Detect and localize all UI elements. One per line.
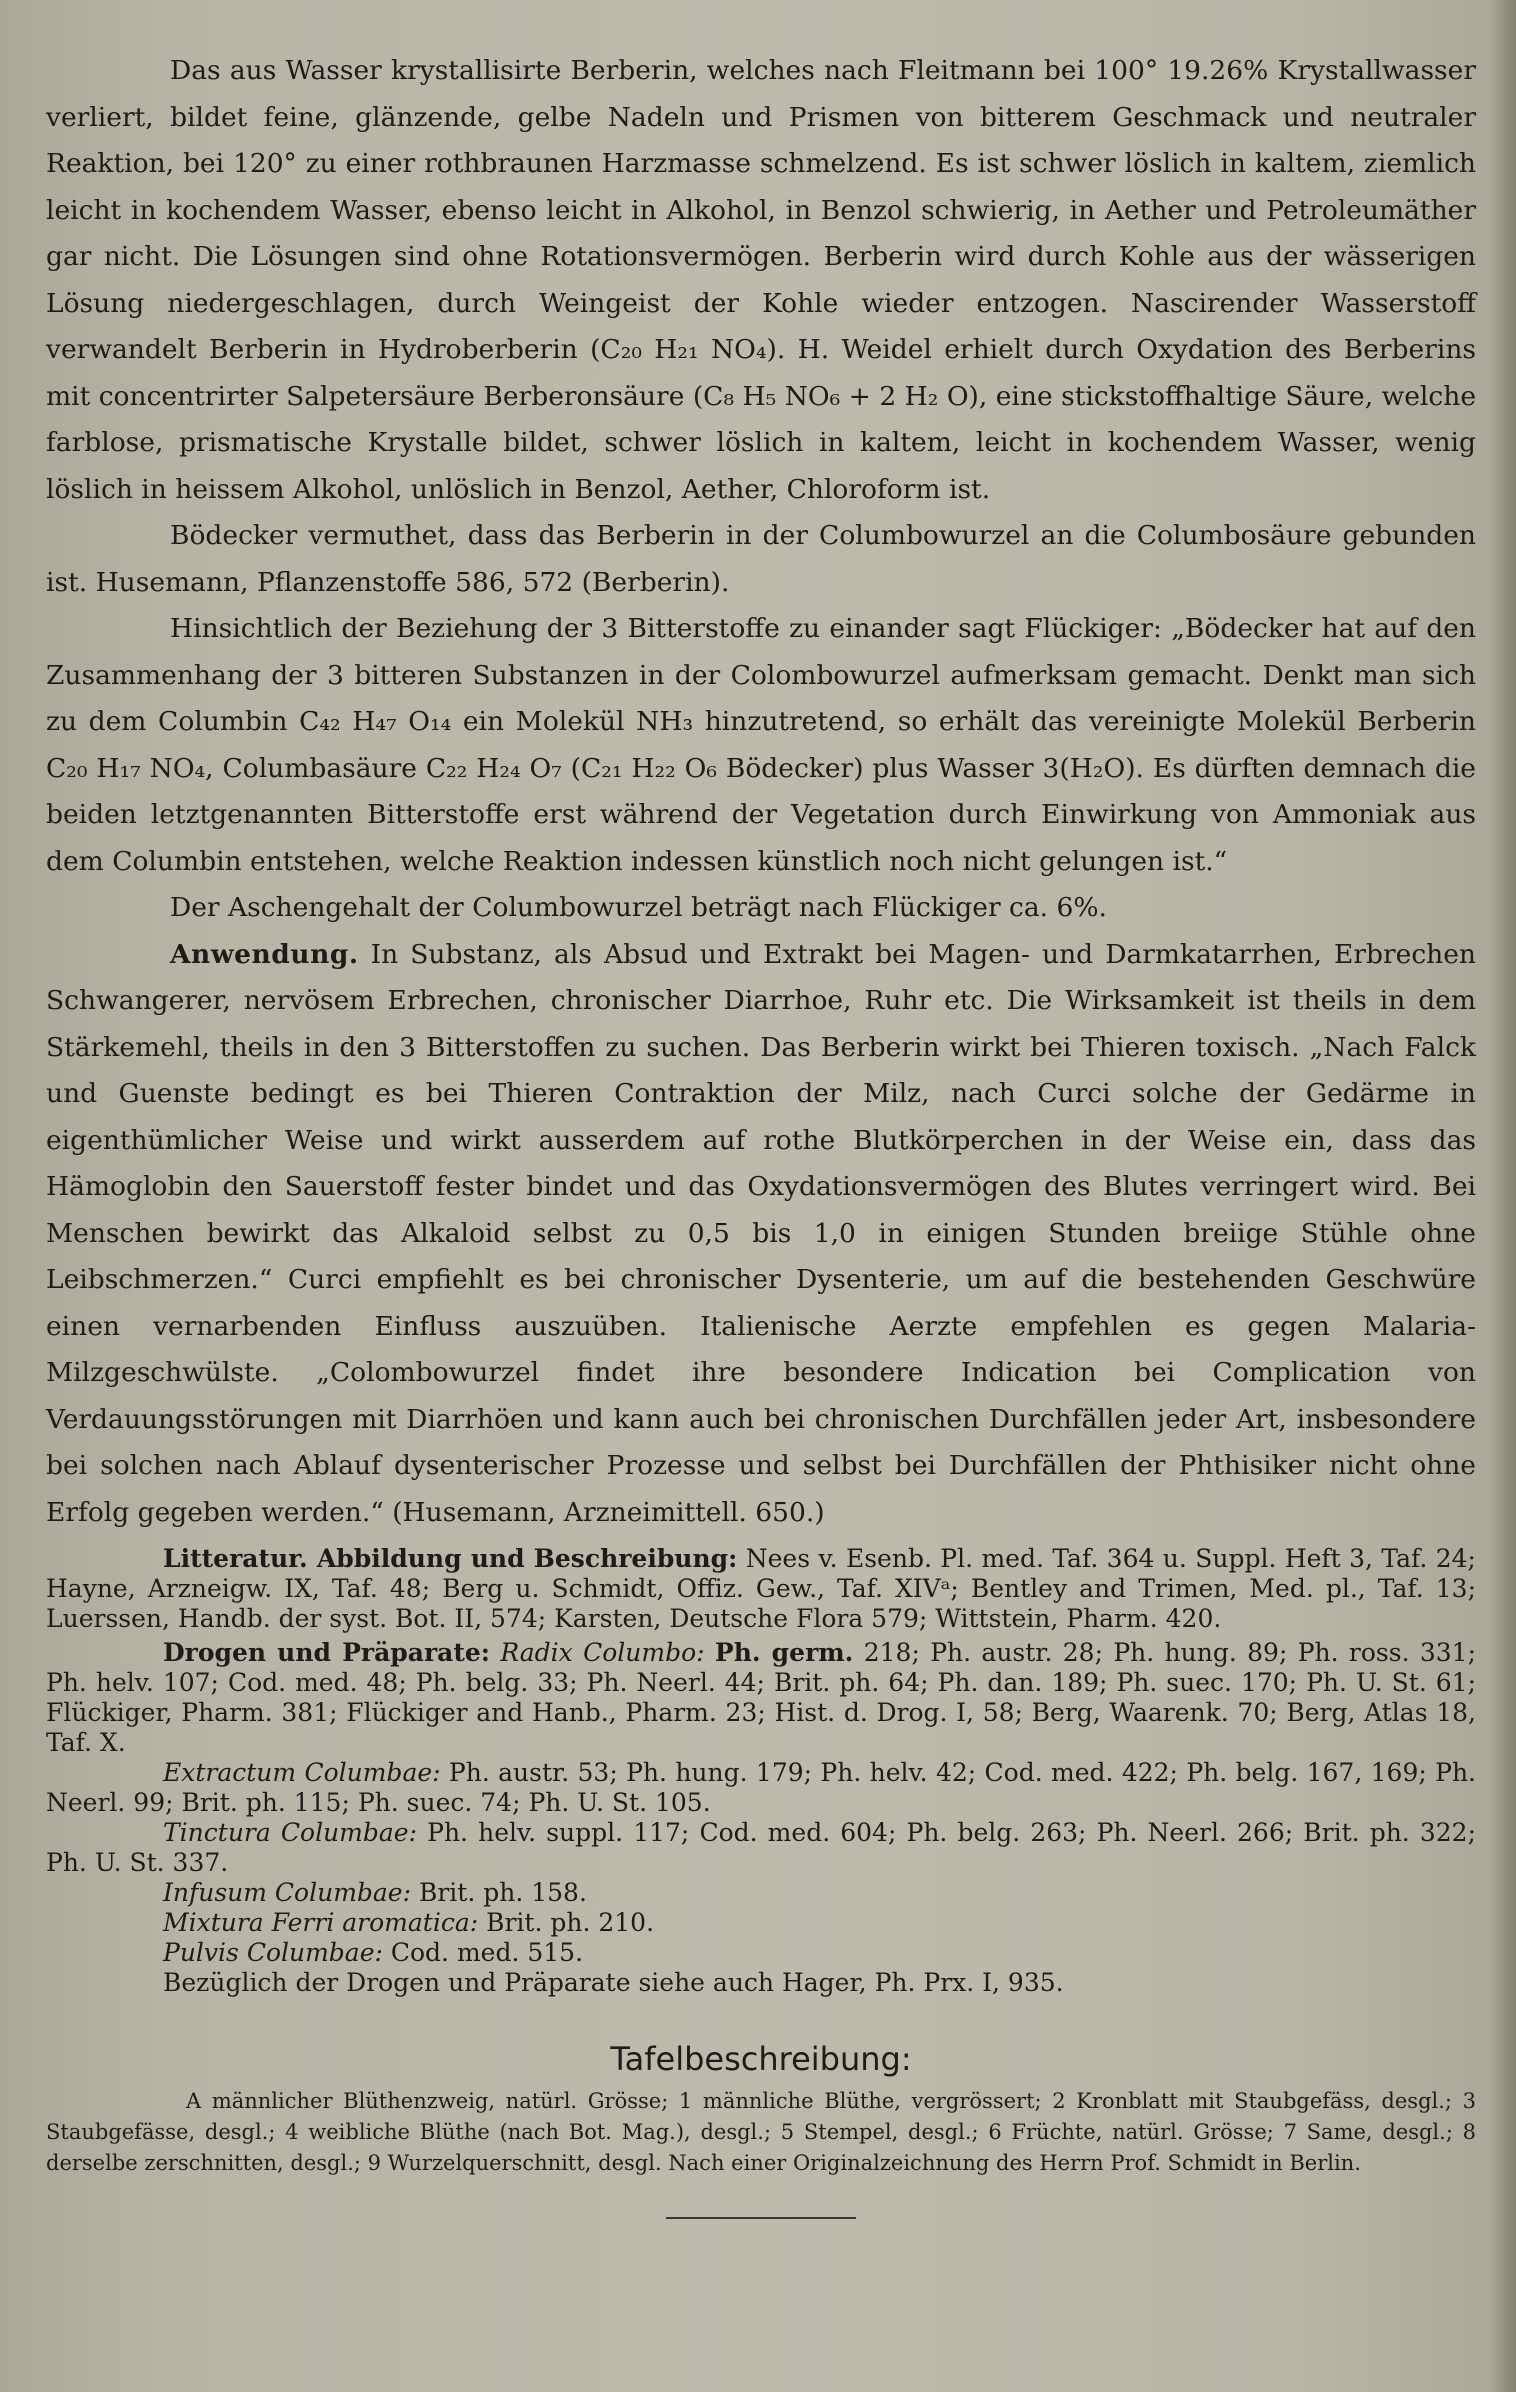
drogen-mixtura-entry: [46, 1908, 1476, 1938]
mixtura-text: Brit. ph. 210.: [486, 1908, 655, 1937]
anwendung-text: In Substanz, als Absud und Extrakt bei Magen- und Darmkatarrhen, Erbrechen Schwangerer, nervösem Erbrechen, chronischer Diarrhoe, Ruhr etc. Die Wirksamkeit ist theils in dem Stärkemehl, theils in den 3 Bitterstoffen zu suchen. Das Berberin wirkt bei Thieren toxisch. „Nach Falck und Guenste bedingt es bei Thieren Contraktion der Milz, nach Curci solche der Gedärme in eigenthümlicher Weise und wirkt ausserdem auf rothe Blutkörperchen in der Weise ein, dass das Hämoglobin den Sauerstoff fester bindet und das Oxydationsvermögen des Blutes verringert wird. Bei Menschen bewirkt das Alkaloid selbst zu 0,5 bis 1,0 in einigen Stunden breiige Stühle ohne Leibschmerzen.“ Curci empfiehlt es bei chronischer Dysenterie, um auf die bestehenden Geschwüre einen vernarbenden Einfluss auszuüben. Italienische Aerzte empfehlen es gegen Malaria-Milzgeschwülste. „Colombowurzel findet ihre besondere Indication bei Complication von Verdauungsstörungen mit Diarrhöen und kann auch bei chronischen Durchfällen jeder Art, insbesondere bei solchen nach Ablauf dysenterischer Prozesse und selbst bei Durchfällen der Phthisiker nicht ohne Erfolg gegeben werden.“ (Husemann, Arzneimittell. 650.): [46, 938, 1476, 1528]
infusum-text: Brit. ph. 158.: [418, 1878, 587, 1907]
drogen-extractum-entry: [46, 1758, 1476, 1818]
tafel-title: Tafelbeschreibung:: [610, 2040, 912, 2078]
anwendung-heading: Anwendung.: [170, 938, 359, 970]
literature-section: [46, 1544, 1476, 1634]
pulvis-text: Cod. med. 515.: [390, 1938, 584, 1967]
radix-germ: Ph. germ.: [714, 1638, 854, 1667]
radix-text: 218; Ph. austr. 28; Ph. hung. 89; Ph. ross. 331; Ph. helv. 107; Cod. med. 48; Ph. belg. 33; Ph. Neerl. 44; Brit. ph. 64; Ph. dan. 189; Ph. suec. 170; Ph. U. St. 61; Flückiger, Pharm. 381; Flückiger and Hanb., Pharm. 23; Hist. d. Drog. I, 58; Berg, Waarenk. 70; Berg, Atlas 18, Taf. X.: [46, 1638, 1476, 1757]
paragraph-aschengehalt: Der Aschengehalt der Columbowurzel beträgt nach Flückiger ca. 6%.: [170, 892, 1107, 923]
drogen-hager-entry: Bezüglich der Drogen und Präparate siehe auch Hager, Ph. Prx. I, 935.: [163, 1968, 1064, 1997]
tinctura-name: Tinctura Columbae:: [163, 1818, 417, 1847]
infusum-name: Infusum Columbae:: [163, 1878, 412, 1907]
tinctura-text: Ph. helv. suppl. 117; Cod. med. 604; Ph. belg. 263; Ph. Neerl. 266; Brit. ph. 322; Ph. U. St. 337.: [46, 1818, 1476, 1877]
drogen-pulvis-entry: [46, 1938, 1476, 1968]
drogen-radix-entry: [46, 1638, 1476, 1758]
literature-heading: Litteratur. Abbildung und Beschreibung:: [163, 1544, 738, 1573]
literature-text: Nees v. Esenb. Pl. med. Taf. 364 u. Suppl. Heft 3, Taf. 24; Hayne, Arzneigw. IX, Taf. 48; Berg u. Schmidt, Offiz. Gew., Taf. XIVᵃ; Bentley and Trimen, Med. pl., Taf. 13; Luerssen, Handb. der syst. Bot. II, 574; Karsten, Deutsche Flora 579; Wittstein, Pharm. 420.: [46, 1544, 1476, 1633]
extractum-name: Extractum Columbae:: [163, 1758, 441, 1787]
radix-name: Radix Columbo:: [500, 1638, 705, 1667]
extractum-text: Ph. austr. 53; Ph. hung. 179; Ph. helv. 42; Cod. med. 422; Ph. belg. 167, 169; Ph. Neerl. 99; Brit. ph. 115; Ph. suec. 74; Ph. U. St. 105.: [46, 1758, 1476, 1817]
paragraph-berberin: Das aus Wasser krystallisirte Berberin, welches nach Fleitmann bei 100° 19.26% Krystallwasser verliert, bildet feine, glänzende, gelbe Nadeln und Prismen von bitterem Geschmack und neutraler Reaktion, bei 120° zu einer rothbraunen Harzmasse schmelzend. Es ist schwer löslich in kaltem, ziemlich leicht in kochendem Wasser, ebenso leicht in Alkohol, in Benzol schwierig, in Aether und Petroleumäther gar nicht. Die Lösungen sind ohne Rotationsvermögen. Berberin wird durch Kohle aus der wässerigen Lösung niedergeschlagen, durch Weingeist der Kohle wieder entzogen. Nascirender Wasserstoff verwandelt Berberin in Hydroberberin (C₂₀ H₂₁ NO₄). H. Weidel erhielt durch Oxydation des Berberins mit concentrirter Salpetersäure Berberonsäure (C₈ H₅ NO₆ + 2 H₂ O), eine stickstoffhaltige Säure, welche farblose, prismatische Krystalle bildet, schwer löslich in kaltem, leicht in kochendem Wasser, wenig löslich in heissem Alkohol, unlöslich in Benzol, Aether, Chloroform ist.: [46, 55, 1476, 505]
drogen-infusum-entry: [46, 1878, 1476, 1908]
drogen-tinctura-entry: [46, 1818, 1476, 1878]
drogen-section: [46, 1638, 1476, 1998]
paragraph-bitterstoffe: Hinsichtlich der Beziehung der 3 Bitterstoffe zu einander sagt Flückiger: „Bödecker hat auf den Zusammenhang der 3 bitteren Substanzen in der Colombowurzel aufmerksam gemacht. Denkt man sich zu dem Columbin C₄₂ H₄₇ O₁₄ ein Molekül NH₃ hinzutretend, so erhält das vereinigte Molekül Berberin C₂₀ H₁₇ NO₄, Columbasäure C₂₂ H₂₄ O₇ (C₂₁ H₂₂ O₆ Bödecker) plus Wasser 3(H₂O). Es dürften demnach die beiden letztgenannten Bitterstoffe erst während der Vegetation durch Einwirkung von Ammoniak aus dem Columbin entstehen, welche Reaktion indessen künstlich noch nicht gelungen ist.“: [46, 613, 1476, 877]
paragraph-anwendung: [46, 932, 1476, 1537]
literature-entry: [46, 1544, 1476, 1634]
pulvis-name: Pulvis Columbae:: [163, 1938, 383, 1967]
paragraph-boedecker: Bödecker vermuthet, dass das Berberin in der Columbowurzel an die Columbosäure gebunden ist. Husemann, Pflanzenstoffe 586, 572 (Berberin).: [46, 520, 1476, 598]
tafel-description: A männlicher Blüthenzweig, natürl. Grösse; 1 männliche Blüthe, vergrössert; 2 Kronblatt mit Staubgefäss, desgl.; 3 Staubgefässe, desgl.; 4 weibliche Blüthe (nach Bot. Mag.), desgl.; 5 Stempel, desgl.; 6 Früchte, natürl. Grösse; 7 Same, desgl.; 8 derselbe zerschnitten, desgl.; 9 Wurzelquerschnitt, desgl. Nach einer Originalzeichnung des Herrn Prof. Schmidt in Berlin.: [46, 2089, 1476, 2175]
mixtura-name: Mixtura Ferri aromatica:: [163, 1908, 479, 1937]
drogen-heading: Drogen und Präparate:: [163, 1638, 491, 1667]
bottom-rule: [666, 2217, 856, 2219]
